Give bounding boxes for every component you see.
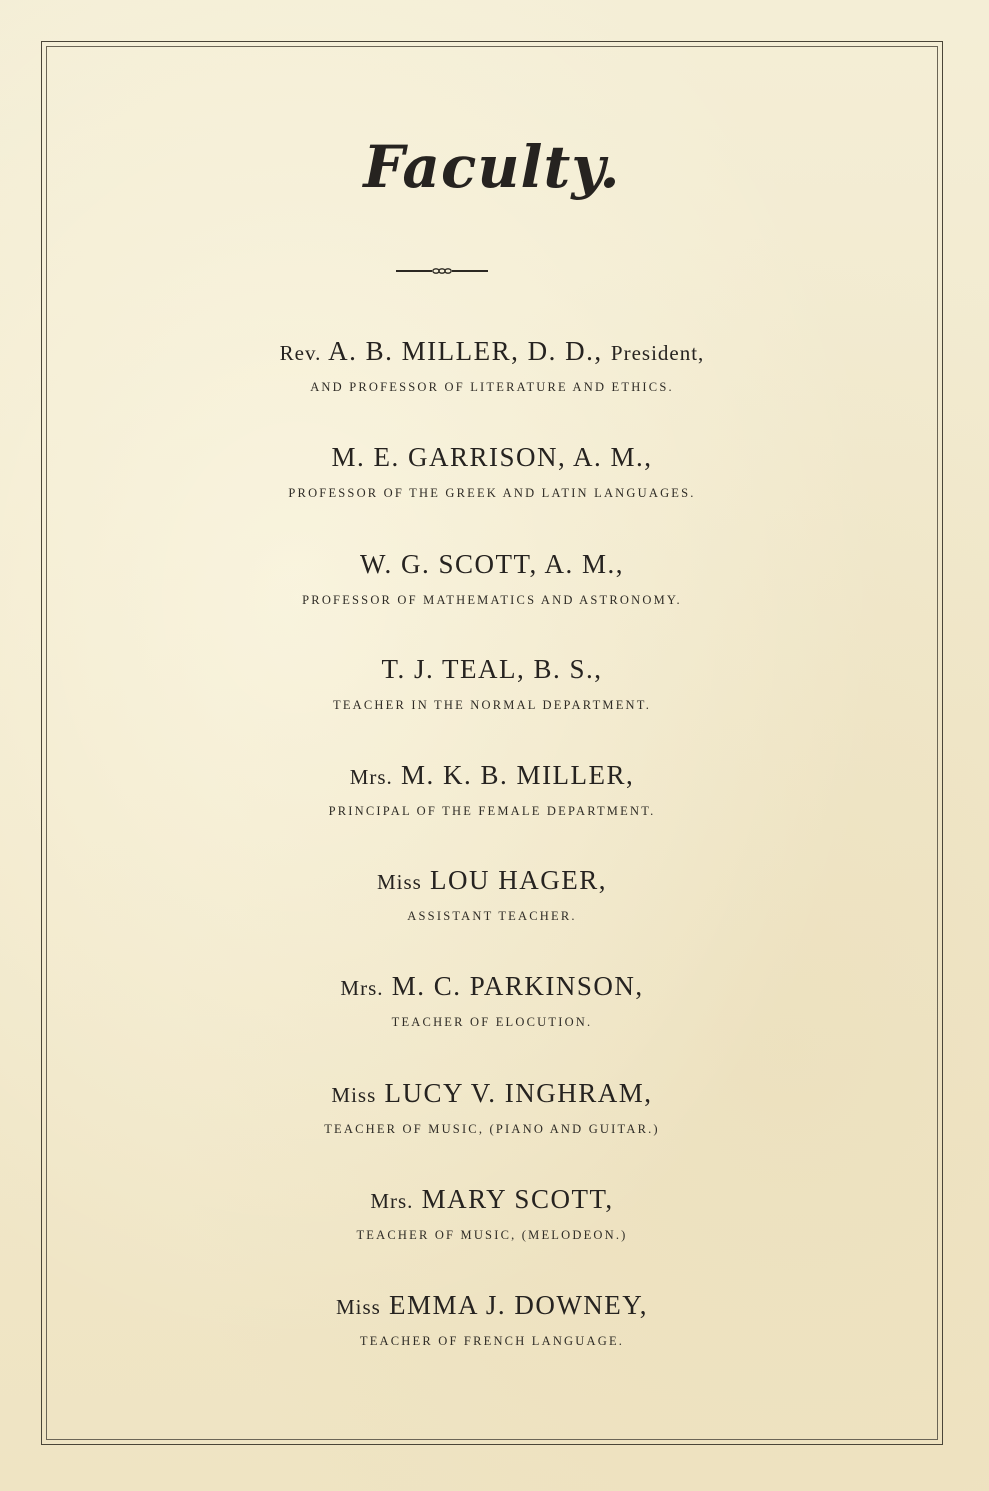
faculty-name bbox=[46, 867, 938, 894]
faculty-entry bbox=[46, 338, 938, 394]
faculty-name bbox=[46, 338, 938, 365]
name-text: M. E. GARRISON, A. M., bbox=[331, 442, 653, 472]
faculty-role: PROFESSOR OF MATHEMATICS AND ASTRONOMY. bbox=[302, 593, 682, 607]
name-text: EMMA J. DOWNEY, bbox=[389, 1290, 649, 1320]
faculty-role: PROFESSOR OF THE GREEK AND LATIN LANGUAGES. bbox=[288, 486, 696, 500]
name-text: T. J. TEAL, B. S., bbox=[381, 654, 603, 684]
faculty-name bbox=[46, 762, 938, 789]
faculty-role: TEACHER OF MUSIC, (MELODEON.) bbox=[356, 1228, 628, 1242]
name-prefix: Mrs. bbox=[370, 1189, 414, 1213]
faculty-entry bbox=[46, 656, 938, 712]
faculty-name bbox=[46, 973, 938, 1000]
faculty-role: TEACHER OF FRENCH LANGUAGE. bbox=[359, 1334, 625, 1348]
name-prefix: Mrs. bbox=[340, 976, 384, 1000]
faculty-name bbox=[46, 1186, 938, 1213]
name-text: A. B. MILLER, D. D., bbox=[328, 336, 603, 366]
faculty-entry bbox=[46, 867, 938, 923]
faculty-name bbox=[46, 1080, 938, 1107]
name-prefix: Rev. bbox=[279, 341, 322, 365]
ornament-divider-icon bbox=[396, 266, 488, 276]
name-text: MARY SCOTT, bbox=[421, 1184, 614, 1214]
name-prefix: Mrs. bbox=[349, 765, 393, 789]
name-prefix: Miss bbox=[331, 1083, 377, 1107]
faculty-name bbox=[46, 656, 938, 683]
faculty-role: TEACHER OF MUSIC, (PIANO AND GUITAR.) bbox=[324, 1122, 660, 1136]
faculty-entry bbox=[46, 1186, 938, 1242]
faculty-role: TEACHER IN THE NORMAL DEPARTMENT. bbox=[332, 698, 652, 712]
faculty-entry bbox=[46, 1080, 938, 1136]
name-suffix: President, bbox=[610, 341, 705, 365]
faculty-entry bbox=[46, 551, 938, 607]
name-text: LUCY V. INGHRAM, bbox=[384, 1078, 653, 1108]
name-text: M. C. PARKINSON, bbox=[391, 971, 644, 1001]
faculty-entry bbox=[46, 1292, 938, 1348]
faculty-name bbox=[46, 551, 938, 578]
faculty-role: TEACHER OF ELOCUTION. bbox=[391, 1015, 593, 1029]
name-prefix: Miss bbox=[376, 870, 422, 894]
faculty-role: ASSISTANT TEACHER. bbox=[407, 909, 577, 923]
faculty-name bbox=[46, 444, 938, 471]
faculty-role: AND PROFESSOR OF LITERATURE AND ETHICS. bbox=[310, 380, 674, 394]
faculty-entry bbox=[46, 762, 938, 818]
faculty-role: PRINCIPAL OF THE FEMALE DEPARTMENT. bbox=[328, 804, 656, 818]
page-title: Faculty. bbox=[363, 133, 621, 201]
name-prefix: Miss bbox=[335, 1295, 381, 1319]
name-text: LOU HAGER, bbox=[430, 865, 608, 895]
name-text: W. G. SCOTT, A. M., bbox=[359, 549, 625, 579]
name-text: M. K. B. MILLER, bbox=[401, 760, 635, 790]
faculty-name bbox=[46, 1292, 938, 1319]
faculty-entry bbox=[46, 973, 938, 1029]
faculty-entry bbox=[46, 444, 938, 500]
